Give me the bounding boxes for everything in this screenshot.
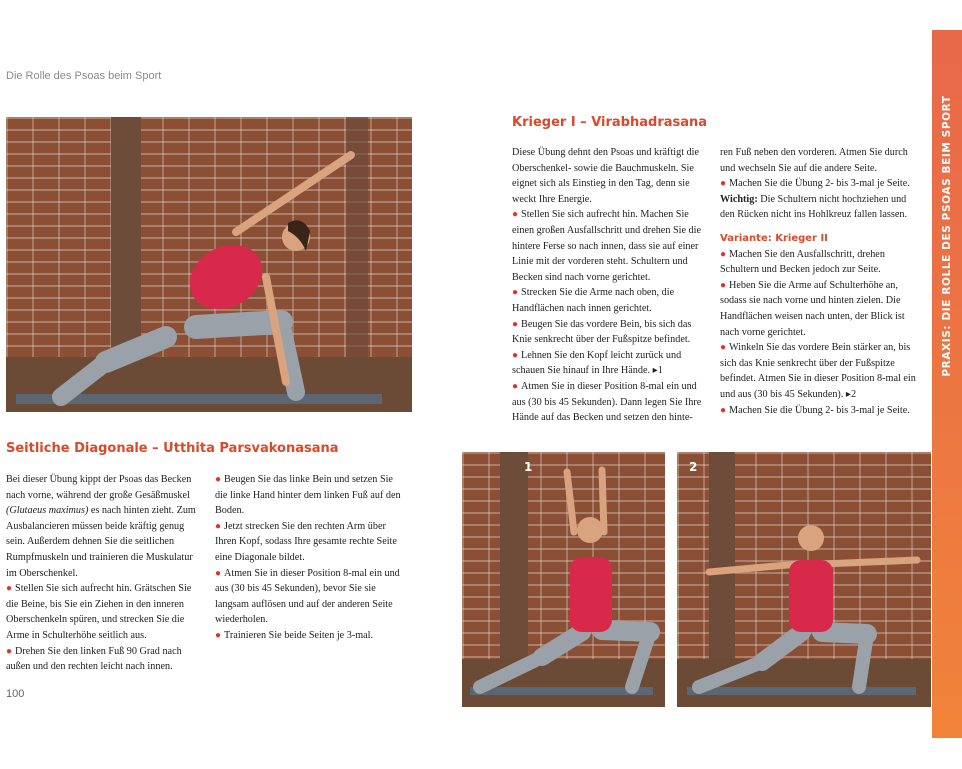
variant-title: Variante: Krieger II	[720, 232, 828, 244]
list-item: ● Machen Sie die Übung 2- bis 3-mal je Seite.	[720, 178, 910, 190]
yoga-pose-figure	[462, 452, 665, 707]
list-item: ● Beugen Sie das vordere Bein, bis sich das Knie senkrecht über der Fußspitze befindet.	[512, 318, 692, 346]
krieger-column-1	[512, 145, 710, 426]
list-item: ● Atmen Sie in dieser Position 8-mal ein und aus (30 bis 45 Sekunden), bevor Sie sie langsam auflösen und auf der anderen Seite wiederholen.	[215, 567, 400, 626]
list-item: ● Machen Sie den Ausfallschritt, drehen Schultern und Becken jedoch zur Seite.	[720, 248, 885, 276]
photo-number-2: 2	[689, 460, 698, 474]
list-item: ● Heben Sie die Arme auf Schulterhöhe an, sodass sie nach vorne und hinten zielen. Die Handflächen weisen nach unten, der Blick ist nach vorne gerichtet.	[720, 279, 905, 338]
list-item: ● Trainieren Sie beide Seiten je 3-mal.	[215, 629, 374, 641]
diagonale-column-1	[6, 472, 202, 675]
photo-krieger-2	[677, 452, 931, 707]
yoga-pose-figure	[677, 452, 931, 707]
krieger-column-2	[720, 145, 920, 418]
yoga-pose-figure	[6, 117, 412, 412]
important-note: Wichtig: Die Schultern nicht hochziehen und den Rücken nicht ins Hohlkreuz fallen lassen.	[720, 193, 908, 221]
photo-number-1: 1	[524, 460, 533, 474]
diagonale-column-2	[215, 472, 405, 644]
list-item: ● Winkeln Sie das vordere Bein stärker an, bis sich das Knie senkrecht über der Fußspitze befindet. Atmen Sie in dieser Position 8-mal ein und aus (30 bis 45 Sekunden). ▸2	[720, 342, 916, 400]
list-item: ● Lehnen Sie den Kopf leicht zurück und schauen Sie hinauf in Ihre Hände. ▸1	[512, 349, 682, 377]
list-item: ● Machen Sie die Übung 2- bis 3-mal je Seite.	[720, 404, 910, 416]
section-title-diagonale: Seitliche Diagonale – Utthita Parsvakonasana	[6, 441, 339, 456]
section-title-krieger: Krieger I – Virabhadrasana	[512, 115, 708, 130]
list-item: ● Stellen Sie sich aufrecht hin. Grätschen Sie die Beine, bis Sie ein Ziehen in den inneren Oberschenkeln spüren, und strecken Sie die Arme in Schulterhöhe seitlich aus.	[6, 583, 192, 641]
page-number: 100	[6, 688, 25, 700]
photo-side-diagonal	[6, 117, 412, 412]
krieger-continued: ren Fuß neben den vorderen. Atmen Sie durch und wechseln Sie auf die andere Seite.	[720, 147, 908, 174]
list-item: ● Jetzt strecken Sie den rechten Arm über Ihren Kopf, sodass Ihre gesamte rechte Seite eine Diagonale bildet.	[215, 520, 397, 563]
diagonale-intro: Bei dieser Übung kippt der Psoas das Becken nach vorne, während der große Gesäßmuskel (Glutaeus maximus) es nach hinten zieht. Zum Ausbalancieren müssen beide kräftig genug sein. Außerdem dehnen Sie die seitlichen Rumpfmuskeln und trainieren die Muskulatur im Oberschenkel.	[6, 474, 196, 579]
list-item: ● Stellen Sie sich aufrecht hin. Machen Sie einen großen Ausfallschritt und drehen Sie die hintere Ferse so nach innen, dass sie auf einer Linie mit der vorderen steht. Schultern und Becken sind nach vorne gerichtet.	[512, 209, 701, 283]
running-head: Die Rolle des Psoas beim Sport	[6, 70, 162, 82]
side-tab-label: PRAXIS: DIE ROLLE DES PSOAS BEIM SPORT	[941, 95, 953, 377]
krieger-intro: Diese Übung dehnt den Psoas und kräftigt die Oberschenkel- sowie die Bauchmuskeln. Sie eignet sich als Einstieg in den Tag, denn sie weckt Ihre Energie.	[512, 147, 700, 205]
list-item: ● Strecken Sie die Arme nach oben, die Handflächen nach innen gerichtet.	[512, 287, 675, 314]
photo-krieger-1	[462, 452, 665, 707]
chapter-side-tab	[932, 30, 962, 738]
list-item: ● Drehen Sie den linken Fuß 90 Grad nach außen und den rechten leicht nach innen.	[6, 645, 182, 673]
list-item: ● Beugen Sie das linke Bein und setzen Sie die linke Hand hinter dem linken Fuß auf den Boden.	[215, 474, 401, 517]
list-item: ● Atmen Sie in dieser Position 8-mal ein und aus (30 bis 45 Sekunden). Dann legen Sie Ihre Hände auf das Becken und setzen den hinte-	[512, 380, 702, 424]
